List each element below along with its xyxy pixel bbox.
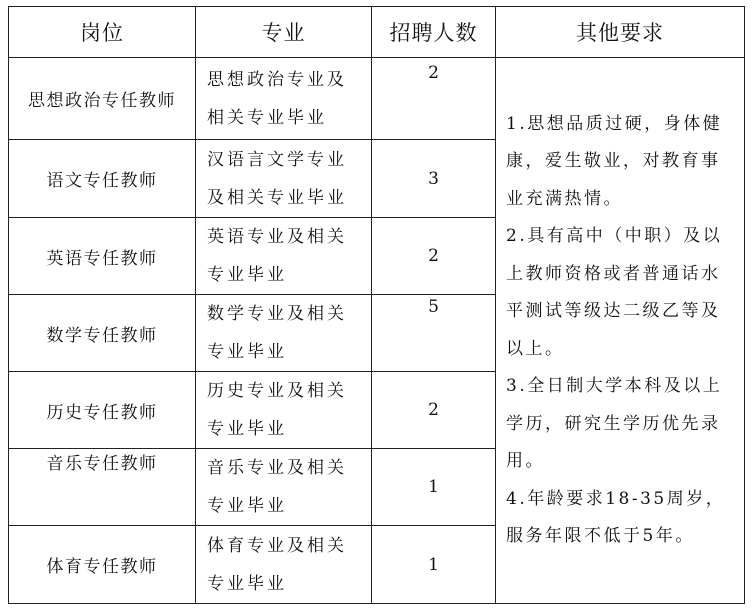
major-cell: 汉语言文学专业及相关专业毕业 <box>196 140 372 218</box>
count-cell: 2 <box>372 372 496 449</box>
header-major: 专业 <box>196 7 372 58</box>
table-row <box>9 58 745 140</box>
major-cell: 历史专业及相关专业毕业 <box>196 372 372 449</box>
major-cell: 数学专业及相关专业毕业 <box>196 295 372 372</box>
count-cell: 2 <box>372 218 496 295</box>
count-cell <box>372 58 496 140</box>
major-cell: 体育专业及相关专业毕业 <box>196 526 372 604</box>
count-value: 5 <box>428 297 439 317</box>
major-cell: 音乐专业及相关专业毕业 <box>196 449 372 526</box>
count-cell: 1 <box>372 526 496 604</box>
requirements-cell <box>496 58 745 604</box>
post-cell: 英语专任教师 <box>9 218 196 295</box>
count-value: 2 <box>428 62 439 83</box>
post-cell: 体育专任教师 <box>9 526 196 604</box>
post-cell: 数学专任教师 <box>9 295 196 372</box>
recruitment-table <box>8 6 745 604</box>
post-label: 音乐专任教师 <box>46 453 158 474</box>
count-cell: 1 <box>372 449 496 526</box>
post-cell: 语文专任教师 <box>9 140 196 218</box>
requirement-item: 1.思想品质过硬，身体健康，爱生敬业，对教育事业充满热情。 <box>506 113 723 209</box>
post-cell <box>9 449 196 526</box>
major-cell: 思想政治专业及相关专业毕业 <box>196 58 372 140</box>
major-cell: 英语专业及相关专业毕业 <box>196 218 372 295</box>
count-cell: 3 <box>372 140 496 218</box>
post-cell: 历史专任教师 <box>9 372 196 449</box>
header-row <box>9 7 745 58</box>
post-cell: 思想政治专任教师 <box>9 58 196 140</box>
header-count: 招聘人数 <box>372 7 496 58</box>
requirement-item: 3.全日制大学本科及以上学历，研究生学历优先录用。 <box>506 376 723 471</box>
header-other-requirements: 其他要求 <box>496 7 745 58</box>
header-post: 岗位 <box>9 7 196 58</box>
requirement-item: 4.年龄要求18-35周岁，服务年限不低于5年。 <box>506 488 726 546</box>
requirement-item: 2.具有高中（中职）及以上教师资格或者普通话水平测试等级达二级乙等及以上。 <box>506 226 723 359</box>
count-cell <box>372 295 496 372</box>
